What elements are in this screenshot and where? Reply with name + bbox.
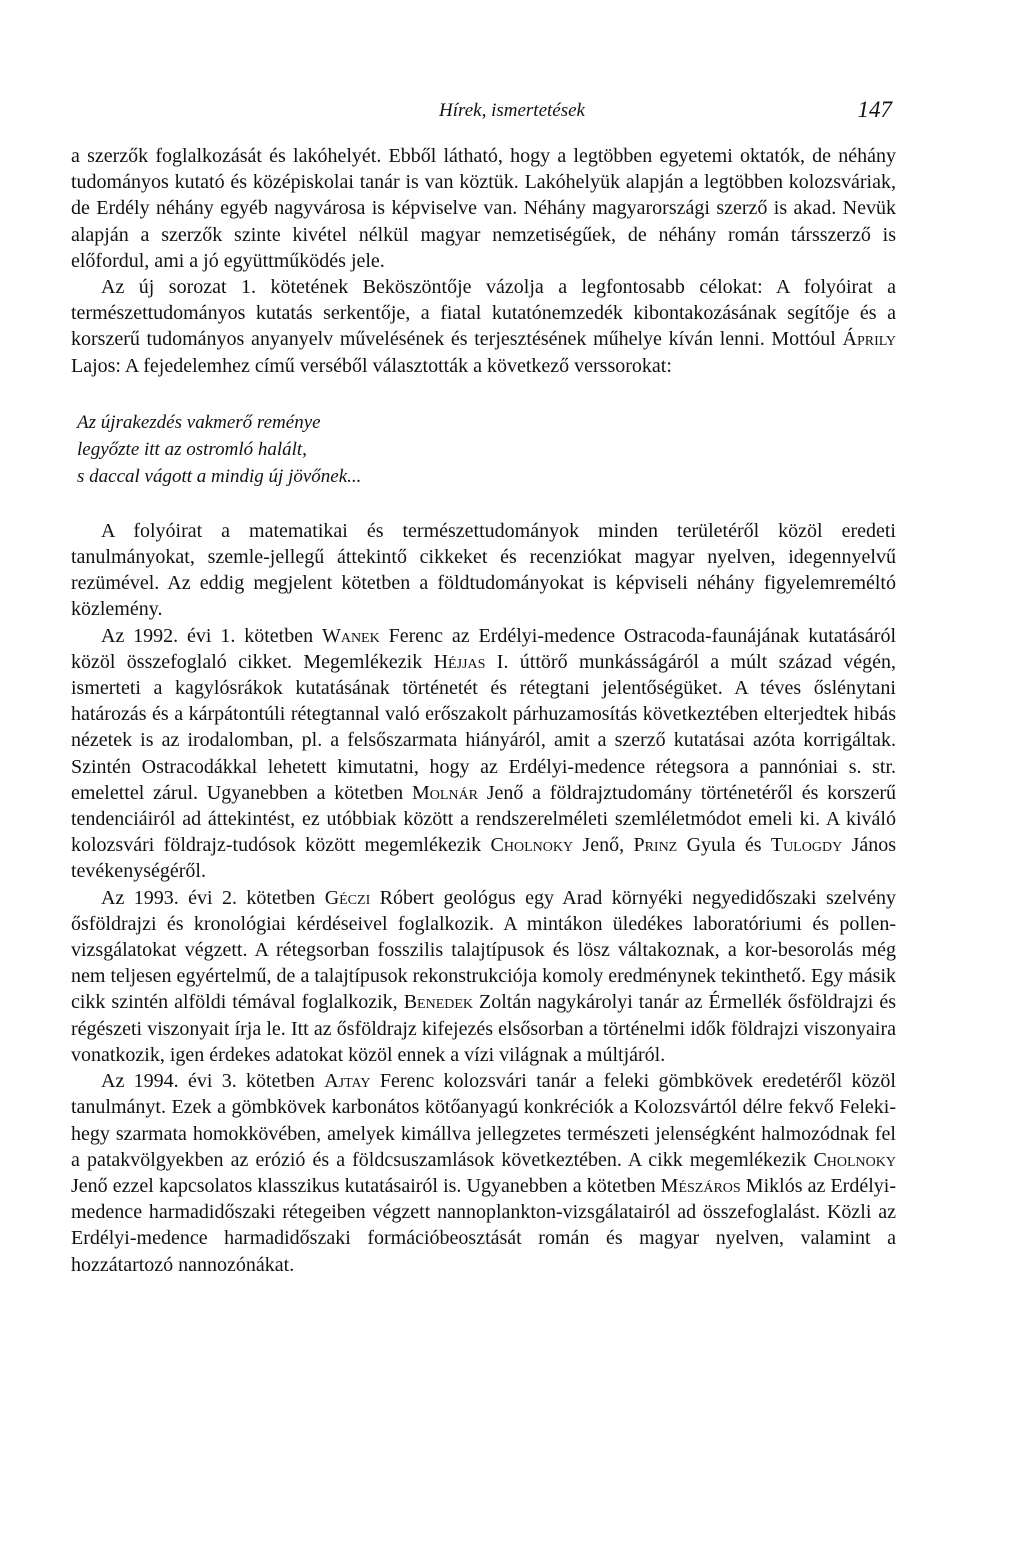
paragraph-journal-scope (71, 518, 896, 623)
paragraph-text: Jenő ezzel kapcsolatos klasszikus kutatásairól is. Ugyanebben a kötetben (71, 1174, 661, 1197)
paragraph-text: Az 1993. évi 2. kötetben (101, 886, 325, 909)
paragraph-text: Miklós az Erdélyi-medence harmadidőszaki rétegeiben végzett nannoplankton-vizsgálatairól ad összefoglalást. Közli az Erdélyi-medence harmadidőszaki formációbeosztását román és magyar nyelven, valamint a hozzátartozó nannozónákat. (71, 1174, 896, 1276)
paragraph-authors (71, 143, 896, 274)
paragraph-text: Gyula és (677, 834, 771, 857)
author-name: Géczi (324, 886, 371, 909)
paragraph-text: Jenő a földrajztudomány történetéről és korszerű tendenciáiról ad áttekintést, ez utóbbiak között a rendszerelméleti szemléletmódot emeli ki. A kiváló kolozsvári földrajz-tudósok között megemlékezik (71, 781, 896, 857)
running-header (0, 97, 1024, 130)
running-title: Hírek, ismertetések (439, 100, 585, 121)
paragraph-volume-1994 (71, 1068, 896, 1278)
paragraph-text: Ferenc kolozsvári tanár a feleki gömbkövek eredetéről közöl tanulmányt. Ezek a gömbkövek karbonátos kötőanyagú konkréciók a Kolozsvártól délre fekvő Feleki-hegy szarmata homokkövében, amelyek kimállva jellegzetes természeti jelenségként halmozódnak fel a patakvölgyekben az erózió és a földcsuszamlások következtében. A cikk megemlékezik (71, 1070, 896, 1171)
paragraph-text: Zoltán nagykárolyi tanár az Érmellék ősföldrajzi és régészeti viszonyait írja le. Itt az ősföldrajz kifejezés elsősorban a történelmi idők földrajzi viszonyaira vonatkozik, igen érdekes adatokat közöl ennek a vízi világnak a múltjáról. (71, 991, 896, 1066)
paragraph-text: Róbert geológus egy Arad környéki negyedidőszaki szelvény ősföldrajzi és kronológiai kérdéseivel foglalkozik. A mintákon üledékes laboratóriumi és pollen-vizsgálatokat végzett. A rétegsorban fosszilis talajtípusok és lösz váltakoznak, a kor-besorolás még nem teljesen egyértelmű, de a talajtípusok rekonstrukciója komoly eredménynek tekinthető. Egy másik cikk szintén alföldi témával foglalkozik, (71, 886, 896, 1014)
verse-line: Az újrakezdés vakmerő reménye (77, 411, 321, 433)
paragraph-volume-1992 (71, 623, 896, 885)
paragraph-new-series (71, 274, 896, 379)
verse-line: legyőzte itt az ostromló halált, (77, 438, 307, 460)
page-number: 147 (857, 97, 892, 122)
paragraph-volume-1993 (71, 885, 896, 1068)
author-name: Benedek (403, 991, 474, 1014)
paragraph-text: Az 1994. évi 3. kötetben (101, 1070, 325, 1093)
verse-quote (77, 409, 896, 490)
author-name: Áprily (842, 328, 896, 351)
author-name: Héjjas (433, 650, 486, 673)
paragraph-text: A folyóirat a matematikai és természettudományok minden területéről közöl eredeti tanulmányokat, szemle-jellegű áttekintő cikkeket és recenziókat magyar nyelven, idegennyelvű rezümével. Az eddig megjelent kötetben a földtudományokat is képviseli néhány figyelemreméltó közlemény. (71, 519, 896, 621)
paragraph-text: Ferenc az Erdélyi-medence Ostracoda-faunájának kutatásáról közöl összefoglaló cikket. Megemlékezik (71, 624, 897, 673)
paragraph-text: a szerzők foglalkozását és lakóhelyét. Ebből látható, hogy a legtöbben egyetemi oktatók, de néhány tudományos kutató és középiskolai tanár is van köztük. Lakóhelyük alapján a legtöbben kolozsváriak, de Erdély néhány egyéb nagyvárosa is képviselve van. Néhány magyarországi szerző is akad. Nevük alapján a szerzők szinte kivétel nélkül magyar nemzetiségűek, de néhány román társszerző is előfordul, ami a jó együttműködés jele. (71, 145, 896, 272)
paragraph-text: I. úttörő munkásságáról a múlt század végén, ismerteti a kagylósrákok kutatásának történetét és rétegtani jelentőségüket. A téves őslénytani határozás és a kárpátontúli rétegtannal való erőszakolt párhuzamosítás következtében elterjedtek hibás nézetek is az irodalomban, pl. a felsőszarmata hiányáról, amit a szerző kutatásai azóta korrigáltak. Szintén Ostracodákkal lehetett kimutatni, hogy az Erdélyi-medence rétegsora a pannóniai s. str. emelettel zárul. Ugyanebben a kötetben (71, 650, 897, 804)
author-name: Cholnoky (490, 834, 574, 857)
paragraph-text: Az 1992. évi 1. kötetben (101, 624, 322, 647)
paragraph-text: Az új sorozat 1. kötetének Beköszöntője vázolja a legfontosabb célokat: A folyóirat a természettudományos kutatás serkentője, a fiatal kutatónemzedék kibontakozásának segítője és a korszerű tudományos anyanyelv művelésének és terjesztésének műhelye kíván lenni. Mottóul (71, 276, 896, 351)
author-name: Mészáros (660, 1174, 741, 1197)
body-text (71, 143, 896, 1278)
author-name: Cholnoky (813, 1148, 896, 1171)
verse-line: s daccal vágott a mindig új jövőnek... (77, 465, 362, 487)
paragraph-text: János tevékenységéről. (71, 834, 896, 883)
author-name: Tulogdy (770, 834, 843, 857)
paragraph-text: Jenő, (573, 834, 634, 857)
author-name: Wanek (321, 624, 380, 647)
author-name: Prinz (633, 834, 678, 857)
author-name: Ajtay (324, 1070, 371, 1093)
author-name: Molnár (411, 781, 478, 804)
paragraph-text: Lajos: A fejedelemhez című verséből választották a következő verssorokat: (71, 354, 672, 377)
